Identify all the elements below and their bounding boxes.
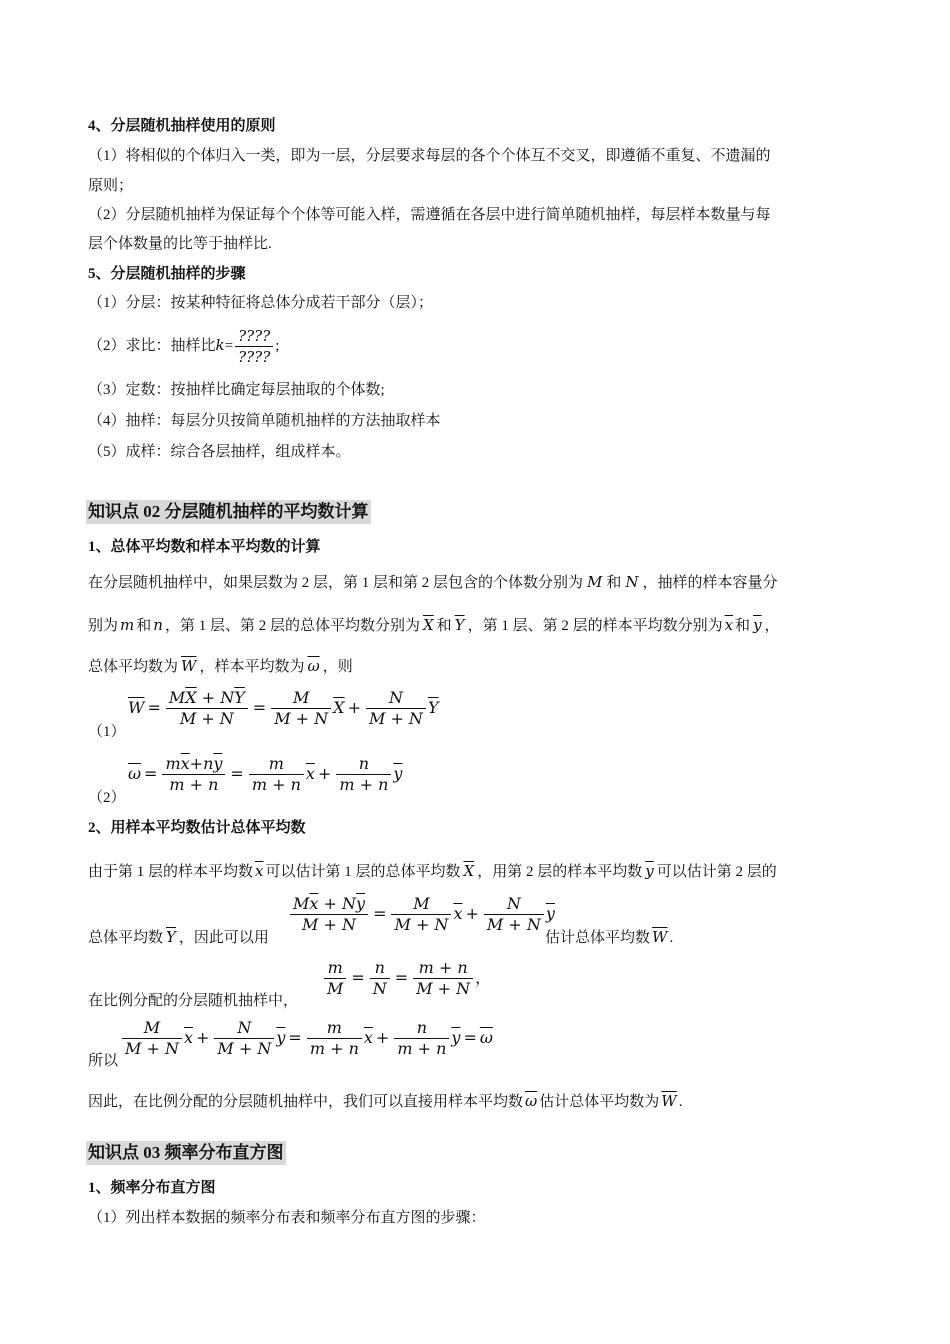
symbol-y-bar: $\overline{y}$: [645, 862, 654, 880]
fraction: [370, 958, 390, 999]
symbol-Y-bar: $\overline{Y}$: [166, 928, 176, 946]
denominator: N: [372, 979, 387, 998]
text: 估计总体平均数: [545, 930, 651, 946]
step-3: （3）定数：按抽样比确定每层抽取的个体数;: [88, 382, 385, 398]
section-4-heading: 4、分层随机抽样使用的原则: [88, 118, 276, 134]
equals: =: [224, 338, 234, 354]
text: 所以: [88, 1053, 119, 1069]
plus: +: [465, 904, 479, 923]
text: 和: [436, 618, 452, 634]
numerator: n: [336, 754, 391, 775]
text: ，用第 2 层的样本平均数: [477, 864, 643, 880]
kp03-paragraph-1: （1）列出样本数据的频率分布表和频率分布直方图的步骤：: [88, 1210, 486, 1226]
text: 和: [735, 618, 751, 634]
symbol-M: M: [168, 688, 186, 707]
plus: +: [196, 1028, 210, 1047]
text: 总体平均数: [88, 930, 164, 946]
denominator: m + n: [309, 1039, 359, 1058]
symbol-x-bar: $\overline{x}$: [305, 764, 315, 783]
numerator: N: [484, 894, 544, 915]
symbol-x-bar: $\overline{x}$: [183, 1028, 193, 1047]
numerator: [162, 754, 225, 775]
plus: +: [347, 698, 361, 717]
symbol-X-bar: $\overline{X}$: [333, 698, 345, 717]
text: 在比例分配的分层随机抽样中，: [88, 993, 299, 1009]
symbol-m: m: [165, 754, 181, 773]
kp03-heading-1: 1、频率分布直方图: [88, 1180, 216, 1196]
numerator: M: [271, 688, 331, 709]
step-2-suffix: ;: [275, 338, 280, 354]
fraction: [484, 894, 544, 935]
fraction: [290, 894, 368, 935]
symbol-Y-bar: $\overline{Y}$: [234, 688, 245, 707]
fraction-numerator: ????: [235, 326, 273, 347]
formula-2: [128, 754, 402, 795]
equals: =: [144, 764, 158, 783]
symbol-omega-bar: $\overline{\omega}$: [307, 657, 320, 675]
therefore-formula: [120, 1018, 493, 1059]
symbol-W-bar: $\overline{W}$: [652, 928, 668, 946]
symbol-N: N: [220, 688, 235, 707]
numerator: M: [122, 1018, 182, 1039]
fraction: [413, 958, 473, 999]
denominator: M + N: [274, 709, 329, 728]
symbol-y-bar: $\overline{y}$: [276, 1028, 286, 1047]
denominator: M + N: [368, 709, 423, 728]
denominator: M + N: [302, 915, 357, 934]
fraction: [307, 1018, 362, 1059]
denominator: m + n: [397, 1039, 447, 1058]
denominator: M + N: [217, 1039, 272, 1058]
equals: =: [463, 1028, 477, 1047]
symbol-omega-bar: $\overline{\omega}$: [479, 1028, 493, 1047]
symbol-x-bar: $\overline{x}$: [255, 862, 264, 880]
text: ，第 1 层、第 2 层的样本平均数分别为: [467, 618, 723, 634]
plus: +: [317, 764, 332, 783]
equals: =: [252, 698, 267, 717]
text: ，因此可以用: [178, 930, 269, 946]
kp02-heading-2: 2、用样本平均数估计总体平均数: [88, 820, 306, 836]
equals: =: [373, 904, 387, 923]
text: ，样本平均数为: [199, 659, 305, 675]
fraction: [166, 688, 248, 729]
symbol-n: n: [153, 616, 163, 634]
symbol-y-bar: $\overline{y}$: [451, 1028, 461, 1047]
text: 和: [136, 618, 152, 634]
symbol-W-bar: $\overline{W}$: [661, 1092, 677, 1110]
symbol-x-bar: $\overline{x}$: [363, 1028, 373, 1047]
symbol-y-bar: $\overline{y}$: [393, 764, 403, 783]
fraction: [391, 894, 451, 935]
symbol-omega-bar: $\overline{\omega}$: [128, 764, 142, 783]
fraction: [336, 754, 391, 795]
text: 总体平均数为: [88, 659, 179, 675]
text: ，: [764, 618, 780, 634]
step-2: [88, 324, 279, 367]
numerator: M: [391, 894, 451, 915]
numerator: N: [366, 688, 426, 709]
formula-2-label: （2）: [88, 790, 126, 806]
symbol-X-bar: $\overline{X}$: [463, 862, 475, 880]
principle-2-line-2: 层个体数量的比等于抽样比.: [88, 236, 272, 252]
numerator: [166, 688, 248, 709]
text: ，则: [322, 659, 353, 675]
fraction: [271, 688, 331, 729]
step-4: （4）抽样：每层分贝按简单随机抽样的方法抽取样本: [88, 413, 441, 429]
sampling-ratio-fraction: [235, 326, 273, 367]
equals: =: [147, 698, 161, 717]
text: ，第 1 层、第 2 层的总体平均数分别为: [164, 618, 420, 634]
text: 由于第 1 层的样本平均数: [88, 864, 254, 880]
section-5-heading: 5、分层随机抽样的步骤: [88, 266, 246, 282]
numerator: n: [370, 958, 390, 979]
symbol-y-bar: $\overline{y}$: [753, 616, 762, 634]
proportional-line: [88, 990, 298, 1012]
symbol-y-bar: $\overline{y}$: [213, 754, 223, 773]
symbol-omega-bar: $\overline{\omega}$: [525, 1092, 538, 1110]
symbol-X-bar: $\overline{X}$: [185, 688, 197, 707]
symbol-x-bar: $\overline{x}$: [724, 616, 734, 634]
proportional-formula: [322, 958, 491, 999]
estimate-line-2-a: [88, 926, 269, 949]
plus: +: [189, 754, 204, 773]
kp02-heading-1: 1、总体平均数和样本平均数的计算: [88, 539, 321, 555]
formula-1: [128, 688, 439, 729]
fraction: [324, 958, 346, 999]
plus: +: [323, 894, 337, 913]
denominator: m + n: [251, 775, 301, 794]
principle-1-line-2: 原则；: [88, 178, 134, 194]
denominator: m + n: [169, 775, 219, 794]
symbol-x-bar: $\overline{x}$: [180, 754, 190, 773]
fraction: [249, 754, 304, 795]
symbol-W-bar: $\overline{W}$: [128, 698, 145, 717]
denominator: M + N: [179, 709, 234, 728]
plus: +: [375, 1028, 390, 1047]
fraction: [394, 1018, 449, 1059]
symbol-N: N: [625, 573, 639, 591]
kp02-line-3: [88, 655, 353, 678]
denominator: M + N: [416, 979, 471, 998]
fraction: [122, 1018, 182, 1059]
kp03-title: 知识点 03 频率分布直方图: [86, 1141, 286, 1165]
principle-1-line-1: （1）将相似的个体归入一类，即为一层，分层要求每层的各个个体互不交叉，即遵循不重复、不遗漏的: [88, 148, 771, 164]
k-symbol: k: [215, 336, 225, 354]
denominator: M + N: [486, 915, 541, 934]
denominator: M + N: [125, 1039, 179, 1058]
text: 可以估计第 2 层的: [656, 864, 777, 880]
symbol-M: M: [587, 573, 603, 591]
symbol-x-bar: $\overline{x}$: [453, 904, 463, 923]
text: ，: [475, 968, 492, 987]
estimate-line-1: [88, 860, 777, 883]
numerator: N: [214, 1018, 274, 1039]
numerator: m: [307, 1018, 362, 1039]
denominator: m + n: [339, 775, 389, 794]
step-2-prefix: （2）求比：抽样比: [88, 338, 216, 354]
fraction: [162, 754, 225, 795]
fraction-denominator: ????: [238, 348, 271, 367]
text: 因此，在比例分配的分层随机抽样中，我们可以直接用样本平均数: [88, 1094, 524, 1110]
text: 在分层随机抽样中，如果层数为 2 层，第 1 层和第 2 层包含的个体数分别为: [88, 575, 584, 591]
symbol-X-bar: $\overline{X}$: [422, 616, 434, 634]
text: 估计总体平均数为: [539, 1094, 660, 1110]
symbol-y-bar: $\overline{y}$: [356, 894, 366, 913]
equals: =: [394, 968, 409, 987]
principle-2-line-1: （2）分层随机抽样为保证每个个体等可能入样，需遵循在各层中进行简单随机抽样，每层样本数量与每: [88, 207, 771, 223]
plus: +: [201, 688, 216, 707]
step-5: （5）成样：综合各层抽样，组成样本。: [88, 444, 351, 460]
estimate-formula: [288, 894, 555, 935]
symbol-n: n: [203, 754, 214, 773]
text: 可以估计第 1 层的总体平均数: [265, 864, 461, 880]
numerator: n: [394, 1018, 449, 1039]
symbol-y-bar: $\overline{y}$: [545, 904, 555, 923]
symbol-Y-bar: $\overline{Y}$: [427, 698, 439, 717]
conclusion-line: [88, 1090, 682, 1113]
symbol-N: N: [342, 894, 357, 913]
kp02-title: 知识点 02 分层随机抽样的平均数计算: [86, 500, 371, 524]
symbol-Y-bar: $\overline{Y}$: [454, 616, 465, 634]
numerator: m + n: [413, 958, 473, 979]
estimate-line-2-b: [545, 926, 673, 949]
fraction: [214, 1018, 274, 1059]
text: 别为: [88, 618, 119, 634]
numerator: m: [324, 958, 346, 979]
text: 和: [606, 575, 622, 591]
step-1: （1）分层：按某种特征将总体分成若干部分（层）；: [88, 295, 434, 311]
denominator: M: [327, 979, 344, 998]
text: ，抽样的样本容量分: [642, 575, 778, 591]
symbol-W-bar: $\overline{W}$: [181, 657, 197, 675]
text: .: [669, 930, 674, 946]
therefore-line: [88, 1050, 118, 1072]
symbol-M: M: [293, 894, 310, 913]
kp02-line-1: [88, 571, 778, 594]
symbol-m: m: [120, 616, 135, 634]
denominator: M + N: [394, 915, 449, 934]
numerator: m: [249, 754, 304, 775]
equals: =: [288, 1028, 302, 1047]
fraction: [366, 688, 426, 729]
kp02-line-2: [88, 614, 780, 637]
equals: =: [351, 968, 365, 987]
equals: =: [230, 764, 244, 783]
text: .: [678, 1094, 683, 1110]
formula-1-label: （1）: [88, 724, 126, 740]
symbol-x-bar: $\overline{x}$: [309, 894, 319, 913]
numerator: [290, 894, 368, 915]
